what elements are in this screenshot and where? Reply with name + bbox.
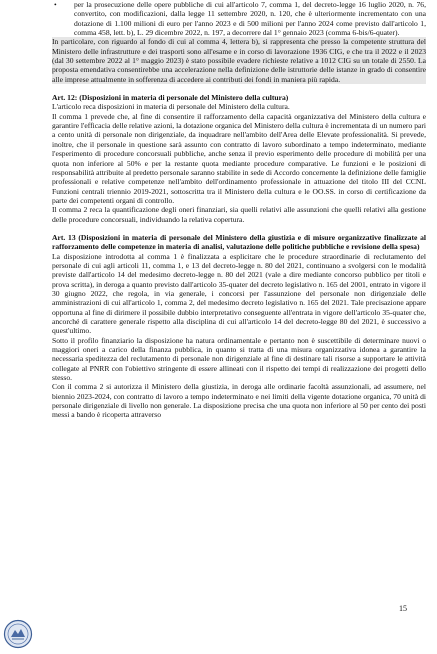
article-13-financial: Sotto il profilo finanziario la disposizione ha natura ordinamentale e pertanto non è suscettibile di determinare nuovi o maggiori oneri a carico della finanza pubblica, in quanto si tratta di una misura organizzativa idonea a garantire la necessaria speditezza del reclutamento di personale non dirigenziale al fine di destinare tali risorse a supportare le attività collegate al PNRR con l'obiettivo stringente di essere allineati con il rispetto dei tempi di realizzazione dei progetti dello stesso. bbox=[52, 335, 426, 383]
ministry-seal-icon bbox=[3, 619, 33, 649]
article-12-comma1: Il comma 1 prevede che, al fine di consentire il rafforzamento della capacità organizzativa del Ministero della cultura e garantire l'efficacia delle relative azioni, la dotazione organica del Ministero della cultura è incrementata di un numero pari a cento unità di personale non dirigenziale, da inquadrare nell'ambito dell'Area delle Elevate professionalità. Si prevede, inoltre, che il personale in questione sarà assunto con contratto di lavoro subordinato a tempo indeterminato, mediante l'esperimento di procedure concorsuali pubbliche, anche senza il previo esperimento delle procedure di mobilità per una quota non inferiore al 50% e per la restante quota mediante procedure comparative. Le funzioni e le posizioni di responsabilità attribuite al predetto personale saranno stabilite in sede di Accordo concernente la definizione delle famiglie professionali e relative competenze nell'ambito dell'ordinamento professionale in attuazione del titolo III del CCNL Funzioni centrali triennio 2019-2021, sottoscritta tra il Ministero della cultura e le OO.SS. in corso di certificazione da parte dei competenti organi di controllo. bbox=[52, 111, 426, 205]
article-13-heading: Art. 13 (Disposizioni in materia di personale del Ministero della giustizia e di misure organizzative finalizzate al rafforzamento delle competenze in materia di analisi, valutazione delle politiche pubbliche e revisione della spesa) bbox=[52, 232, 426, 252]
bullet-icon: • bbox=[54, 0, 57, 9]
article-13-comma2: Con il comma 2 si autorizza il Ministero della giustizia, in deroga alle ordinarie facoltà assunzionali, ad assumere, nel biennio 2023-2024, con contratto di lavoro a tempo indeterminato e nei limiti della vigente dotazione organica, 70 unità di personale dirigenziale di livello non generale. La disposizione precisa che una quota non inferiore al 50 per cento dei posti messi a bando è ricoperta attraverso bbox=[52, 382, 426, 420]
article-12-intro: L'articolo reca disposizioni in materia di personale del Ministero della cultura. bbox=[52, 102, 290, 112]
article-12-comma2: Il comma 2 reca la quantificazione degli oneri finanziari, sia quelli relativi alle assunzioni che quelli relativi alla gestione delle procedure concorsuali, individuando la relativa copertura. bbox=[52, 205, 426, 224]
paragraph-comma4-fund: In particolare, con riguardo al fondo di cui al comma 4, lettera b), si rappresenta che presso la competente struttura del Ministero delle infrastrutture e dei trasporti sono all'esame e in corso di lavorazione 1936 CIG, e che tra il 2022 e il 2023 (dal 30 settembre 2022 al 1° maggio 2023) è stato possibile evadere richieste relative a 1012 CIG su un totale di 2550. La proposta emendativa consentirebbe una accelerazione nella definizione delle istruttorie delle istanze in grado di consentire alle imprese attualmente in sofferenza di accedere ai contributi dei fondi in maniera più rapida. bbox=[52, 37, 426, 84]
list-item bbox=[52, 0, 426, 37]
article-12-heading: Art. 12: (Disposizioni in materia di personale del Ministero della cultura) bbox=[52, 93, 289, 103]
article-13-comma1: La disposizione introdotta al comma 1 è finalizzata a esplicitare che le procedure straordinarie di reclutamento del personale di cui agli articoli 11, comma 1, e 13 del decreto-legge n. 80 del 2021, continuano a svolgersi con le modalità previste dall'articolo 14 del medesimo decreto-legge n. 80 del 2021 (vale a dire mediante concorso pubblico per titoli e prova scritta), in deroga a quanto previsto dall'articolo 35-quater del decreto legislativo n. 165 del 2001, entrato in vigore il 30 giugno 2022, che regola, in via generale, i concorsi per l'assunzione del personale non dirigenziale delle amministrazioni di cui all'articolo 1, comma 2, del medesimo decreto legislativo n. 165 del 2021. Tale precisazione appare opportuna al fine di dirimere il possibile dubbio interpretativo conseguente all'entrata in vigore dell'articolo 35-quater che, ancorché di carattere generale rispetto alla disciplina di cui all'articolo 14 del decreto-legge 80 del 2021, è successivo a quest'ultimo. bbox=[52, 251, 426, 336]
document-page bbox=[52, 0, 426, 420]
page-number: 15 bbox=[399, 604, 407, 613]
bullet-text: per la prosecuzione delle opere pubbliche di cui all'articolo 7, comma 1, del decreto-legge 16 luglio 2020, n. 76, convertito, con modificazioni, dalla legge 11 settembre 2020, n. 120, che è ulteriormente incrementato con una dotazione di 1.100 milioni di euro per l'anno 2023 e di 500 milioni per l'anno 2024 come previsto dall'articolo 1, comma 458, lett. b), L. 29 dicembre 2022, n. 197, a decorrere dal 1° gennaio 2023 (comma 6-bis/6-quater). bbox=[74, 0, 426, 38]
